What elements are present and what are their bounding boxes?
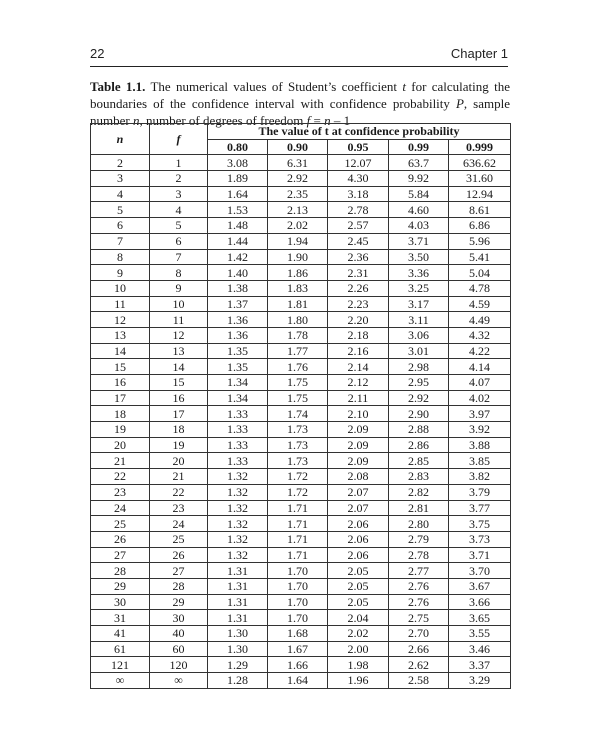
table-cell: 9.92: [389, 171, 449, 187]
table-cell: 30: [91, 594, 150, 610]
table-cell: 10: [150, 296, 208, 312]
table-cell: 4.02: [449, 390, 511, 406]
table-cell: 2.78: [389, 547, 449, 563]
caption-text: The numerical values of Student’s coefficient: [145, 79, 403, 94]
table-row: [91, 531, 511, 547]
table-cell: 1.70: [268, 610, 328, 626]
table-row: [91, 249, 511, 265]
table-cell: 121: [91, 657, 150, 673]
table-row: [91, 186, 511, 202]
table-cell: 2.00: [328, 641, 389, 657]
table-cell: 2.11: [328, 390, 389, 406]
table-cell: 1.76: [268, 359, 328, 375]
table-cell: 9: [91, 265, 150, 281]
table-cell: 28: [91, 563, 150, 579]
table-cell: 3.92: [449, 422, 511, 438]
table-row: [91, 327, 511, 343]
table-row: [91, 280, 511, 296]
table-cell: 2.92: [268, 171, 328, 187]
table-cell: 9: [150, 280, 208, 296]
table-cell: 63.7: [389, 155, 449, 171]
table-cell: 29: [91, 578, 150, 594]
table-cell: 636.62: [449, 155, 511, 171]
table-cell: 21: [150, 469, 208, 485]
table-cell: 3.08: [208, 155, 268, 171]
table-cell: 1.48: [208, 218, 268, 234]
table-cell: 3.29: [449, 673, 511, 689]
table-cell: 1.77: [268, 343, 328, 359]
table-row: [91, 375, 511, 391]
table-cell: 22: [150, 484, 208, 500]
table-cell: 1.96: [328, 673, 389, 689]
table-cell: 2.07: [328, 484, 389, 500]
table-cell: 3.71: [449, 547, 511, 563]
table-cell: 61: [91, 641, 150, 657]
table-cell: 1.64: [208, 186, 268, 202]
table-cell: 1.98: [328, 657, 389, 673]
table-cell: 12: [91, 312, 150, 328]
table-cell: 4.30: [328, 171, 389, 187]
table-cell: 2.09: [328, 453, 389, 469]
table-cell: ∞: [150, 673, 208, 689]
table-cell: 4.14: [449, 359, 511, 375]
table-cell: 1.38: [208, 280, 268, 296]
table-cell: 5.04: [449, 265, 511, 281]
table-cell: 5: [91, 202, 150, 218]
table-cell: 27: [150, 563, 208, 579]
table-cell: 2.45: [328, 233, 389, 249]
table-cell: 1.33: [208, 453, 268, 469]
table-cell: 1.75: [268, 375, 328, 391]
table-cell: 6: [150, 233, 208, 249]
table-cell: 5.96: [449, 233, 511, 249]
table-cell: 3.18: [328, 186, 389, 202]
table-cell: 2.18: [328, 327, 389, 343]
table-cell: 2.76: [389, 594, 449, 610]
table-cell: 3: [150, 186, 208, 202]
table-cell: 2.13: [268, 202, 328, 218]
table-cell: 1.31: [208, 594, 268, 610]
table-row: [91, 437, 511, 453]
table-cell: 3.75: [449, 516, 511, 532]
table-cell: 1.32: [208, 484, 268, 500]
table-row: [91, 516, 511, 532]
table-cell: 2.86: [389, 437, 449, 453]
table-cell: 2.16: [328, 343, 389, 359]
table-cell: 1.53: [208, 202, 268, 218]
table-cell: 1.28: [208, 673, 268, 689]
table-cell: 3.85: [449, 453, 511, 469]
table-cell: 3.97: [449, 406, 511, 422]
table-row: [91, 673, 511, 689]
table-cell: 1.72: [268, 484, 328, 500]
table-cell: 2: [150, 171, 208, 187]
table-row: [91, 469, 511, 485]
prob-header: 0.95: [328, 139, 389, 155]
table-cell: 24: [150, 516, 208, 532]
table-cell: 3.88: [449, 437, 511, 453]
table-cell: 2.79: [389, 531, 449, 547]
table-cell: 3.79: [449, 484, 511, 500]
table-cell: 2.62: [389, 657, 449, 673]
table-cell: 2.02: [268, 218, 328, 234]
table-cell: 2.88: [389, 422, 449, 438]
table-cell: 3.37: [449, 657, 511, 673]
table-cell: 2.23: [328, 296, 389, 312]
table-cell: 1.78: [268, 327, 328, 343]
table-cell: 4.49: [449, 312, 511, 328]
table-row: [91, 610, 511, 626]
table-cell: 4: [150, 202, 208, 218]
table-cell: 1.68: [268, 626, 328, 642]
table-cell: 1.33: [208, 406, 268, 422]
table-cell: 1.71: [268, 531, 328, 547]
caption-var: n: [324, 113, 331, 128]
table-cell: 4: [91, 186, 150, 202]
caption-text: for calculating the boundaries of the confidence interval with confidence probability: [90, 79, 510, 111]
table-cell: 1.32: [208, 547, 268, 563]
table-cell: 13: [91, 327, 150, 343]
table-cell: 1.73: [268, 422, 328, 438]
table-cell: 2.82: [389, 484, 449, 500]
table-cell: 1.70: [268, 578, 328, 594]
table-cell: 26: [150, 547, 208, 563]
table-cell: 2.07: [328, 500, 389, 516]
table-cell: 1.71: [268, 516, 328, 532]
table-cell: 2.09: [328, 422, 389, 438]
table-cell: 1.31: [208, 610, 268, 626]
table-cell: 6.31: [268, 155, 328, 171]
table-cell: 8: [150, 265, 208, 281]
table-cell: 15: [150, 375, 208, 391]
table-cell: 2.26: [328, 280, 389, 296]
table-cell: 1.34: [208, 390, 268, 406]
table-cell: 1.74: [268, 406, 328, 422]
table-cell: 2.70: [389, 626, 449, 642]
table-cell: 2.85: [389, 453, 449, 469]
table-cell: 1.40: [208, 265, 268, 281]
table-cell: 1.32: [208, 500, 268, 516]
table-cell: 1.90: [268, 249, 328, 265]
table-cell: 4.07: [449, 375, 511, 391]
table-cell: 2.05: [328, 563, 389, 579]
table-cell: 1.64: [268, 673, 328, 689]
table-cell: 2.09: [328, 437, 389, 453]
table-cell: 5: [150, 218, 208, 234]
table-row: [91, 626, 511, 642]
prob-header: 0.999: [449, 139, 511, 155]
table-cell: 60: [150, 641, 208, 657]
table-cell: 4.78: [449, 280, 511, 296]
table-cell: 2.76: [389, 578, 449, 594]
table-cell: 2.14: [328, 359, 389, 375]
table-cell: 6.86: [449, 218, 511, 234]
table-row: [91, 594, 511, 610]
table-cell: 2.58: [389, 673, 449, 689]
table-cell: 22: [91, 469, 150, 485]
table-cell: 2.36: [328, 249, 389, 265]
table-cell: 41: [91, 626, 150, 642]
caption-var: P: [455, 96, 464, 111]
table-cell: 3.11: [389, 312, 449, 328]
table-cell: 1.35: [208, 359, 268, 375]
table-cell: 27: [91, 547, 150, 563]
table-cell: 6: [91, 218, 150, 234]
table-cell: 3.55: [449, 626, 511, 642]
table-cell: 1.70: [268, 594, 328, 610]
table-cell: 19: [91, 422, 150, 438]
table-cell: 5.84: [389, 186, 449, 202]
table-cell: 1.31: [208, 578, 268, 594]
table-cell: 2.10: [328, 406, 389, 422]
table-cell: 2.98: [389, 359, 449, 375]
table-cell: 1.36: [208, 327, 268, 343]
table-row: [91, 390, 511, 406]
table-cell: 1.33: [208, 422, 268, 438]
table-cell: 4.32: [449, 327, 511, 343]
table-cell: 1.42: [208, 249, 268, 265]
table-row: [91, 171, 511, 187]
table-cell: 20: [150, 453, 208, 469]
table-cell: 11: [91, 296, 150, 312]
table-cell: 12.94: [449, 186, 511, 202]
table-cell: 1.66: [268, 657, 328, 673]
table-cell: 2.35: [268, 186, 328, 202]
caption-text: , sample number: [90, 96, 510, 128]
table-cell: 1.30: [208, 641, 268, 657]
table-cell: 2.57: [328, 218, 389, 234]
table-cell: 3.67: [449, 578, 511, 594]
table-cell: 23: [91, 484, 150, 500]
table-cell: 23: [150, 500, 208, 516]
table-cell: 2.77: [389, 563, 449, 579]
table-cell: 1.29: [208, 657, 268, 673]
table-cell: 1.73: [268, 437, 328, 453]
table-cell: 15: [91, 359, 150, 375]
table-cell: 12: [150, 327, 208, 343]
table-row: [91, 578, 511, 594]
caption-text: =: [310, 113, 325, 128]
caption-var: f: [306, 113, 311, 128]
table-cell: 1.30: [208, 626, 268, 642]
table-cell: 29: [150, 594, 208, 610]
table-cell: 3.73: [449, 531, 511, 547]
table-cell: 5.41: [449, 249, 511, 265]
table-cell: 3.71: [389, 233, 449, 249]
table-row: [91, 218, 511, 234]
table-cell: 25: [91, 516, 150, 532]
table-cell: 4.03: [389, 218, 449, 234]
table-cell: 3.70: [449, 563, 511, 579]
table-cell: 2: [91, 155, 150, 171]
table-cell: 11: [150, 312, 208, 328]
table-cell: 13: [150, 343, 208, 359]
table-cell: 14: [91, 343, 150, 359]
table-cell: 16: [91, 375, 150, 391]
table-cell: 3.46: [449, 641, 511, 657]
table-row: [91, 563, 511, 579]
table-cell: 2.81: [389, 500, 449, 516]
group-header: The value of t at confidence probability: [208, 124, 511, 140]
table-cell: 1.32: [208, 469, 268, 485]
table-cell: 1.70: [268, 563, 328, 579]
table-row: [91, 296, 511, 312]
prob-header: 0.99: [389, 139, 449, 155]
table-cell: 1.37: [208, 296, 268, 312]
table-row: [91, 265, 511, 281]
table-cell: 3.66: [449, 594, 511, 610]
table-row: [91, 547, 511, 563]
table-cell: 2.20: [328, 312, 389, 328]
page-number: 22: [90, 46, 105, 61]
table-cell: 1.94: [268, 233, 328, 249]
table-row: [91, 422, 511, 438]
table-body: [91, 155, 511, 688]
table-cell: 2.08: [328, 469, 389, 485]
table-cell: 19: [150, 437, 208, 453]
table-cell: 21: [91, 453, 150, 469]
caption-var: n: [132, 113, 140, 128]
table-cell: 1.31: [208, 563, 268, 579]
table-cell: 3.36: [389, 265, 449, 281]
table-cell: 2.90: [389, 406, 449, 422]
table-cell: 14: [150, 359, 208, 375]
table-cell: 1.83: [268, 280, 328, 296]
table-cell: 1.71: [268, 547, 328, 563]
table-cell: 2.78: [328, 202, 389, 218]
table-cell: 2.06: [328, 516, 389, 532]
table-cell: 1.75: [268, 390, 328, 406]
table-cell: 2.06: [328, 547, 389, 563]
caption-label: Table 1.1.: [90, 79, 146, 94]
table-row: [91, 406, 511, 422]
table-cell: 1.32: [208, 531, 268, 547]
table-cell: 1.81: [268, 296, 328, 312]
table-cell: 4.22: [449, 343, 511, 359]
table-cell: 2.95: [389, 375, 449, 391]
table-cell: 2.75: [389, 610, 449, 626]
student-t-table: [90, 123, 511, 689]
table-row: [91, 453, 511, 469]
table-cell: 1.86: [268, 265, 328, 281]
table-cell: 16: [150, 390, 208, 406]
table-row: [91, 500, 511, 516]
table-cell: 3.77: [449, 500, 511, 516]
table-cell: 1.44: [208, 233, 268, 249]
table-cell: 2.05: [328, 578, 389, 594]
table-cell: 1.72: [268, 469, 328, 485]
table-cell: 2.92: [389, 390, 449, 406]
table-cell: 3.25: [389, 280, 449, 296]
table-cell: 1.80: [268, 312, 328, 328]
table-cell: 1.89: [208, 171, 268, 187]
table-cell: 3.17: [389, 296, 449, 312]
table-cell: 12.07: [328, 155, 389, 171]
prob-header: 0.80: [208, 139, 268, 155]
table-cell: 2.04: [328, 610, 389, 626]
table-cell: 2.66: [389, 641, 449, 657]
table-cell: 3.06: [389, 327, 449, 343]
table-cell: 1.71: [268, 500, 328, 516]
caption-var: t: [402, 79, 406, 94]
table-cell: 1.32: [208, 516, 268, 532]
table-cell: 2.80: [389, 516, 449, 532]
table-cell: 1.34: [208, 375, 268, 391]
table-row: [91, 233, 511, 249]
table-cell: 7: [150, 249, 208, 265]
table-cell: 3: [91, 171, 150, 187]
table-cell: 24: [91, 500, 150, 516]
table-cell: 120: [150, 657, 208, 673]
table-row: [91, 641, 511, 657]
table-caption: [90, 78, 510, 129]
table-cell: 28: [150, 578, 208, 594]
table-cell: 1.33: [208, 437, 268, 453]
table-row: [91, 657, 511, 673]
table-cell: 3.50: [389, 249, 449, 265]
table-cell: 7: [91, 233, 150, 249]
table-cell: 1: [150, 155, 208, 171]
table-cell: 2.31: [328, 265, 389, 281]
table-cell: 20: [91, 437, 150, 453]
col-header-n: n: [91, 124, 150, 155]
table-row: [91, 343, 511, 359]
table-cell: 2.12: [328, 375, 389, 391]
table-cell: 2.83: [389, 469, 449, 485]
table-cell: 26: [91, 531, 150, 547]
table-cell: 2.06: [328, 531, 389, 547]
table-cell: 1.35: [208, 343, 268, 359]
table-row: [91, 359, 511, 375]
caption-text: – 1: [330, 113, 351, 128]
table-cell: 18: [150, 422, 208, 438]
table-cell: 1.67: [268, 641, 328, 657]
table-cell: 30: [150, 610, 208, 626]
table-cell: 1.36: [208, 312, 268, 328]
table-cell: 3.82: [449, 469, 511, 485]
table-cell: 8.61: [449, 202, 511, 218]
caption-text: , number of degrees of freedom: [139, 113, 307, 128]
table-cell: 25: [150, 531, 208, 547]
table-cell: 10: [91, 280, 150, 296]
table-row: [91, 484, 511, 500]
table-cell: 4.59: [449, 296, 511, 312]
table-cell: 40: [150, 626, 208, 642]
table-cell: ∞: [91, 673, 150, 689]
table-cell: 17: [150, 406, 208, 422]
table-cell: 3.65: [449, 610, 511, 626]
table-row: [91, 155, 511, 171]
table-cell: 1.73: [268, 453, 328, 469]
prob-header: 0.90: [268, 139, 328, 155]
table-cell: 2.05: [328, 594, 389, 610]
col-header-f: f: [150, 124, 208, 155]
table-cell: 17: [91, 390, 150, 406]
table-cell: 2.02: [328, 626, 389, 642]
table-cell: 8: [91, 249, 150, 265]
table-cell: 31.60: [449, 171, 511, 187]
page-header: [90, 46, 508, 67]
table-cell: 4.60: [389, 202, 449, 218]
table-cell: 31: [91, 610, 150, 626]
table-row: [91, 202, 511, 218]
table-row: [91, 312, 511, 328]
table-cell: 3.01: [389, 343, 449, 359]
table-cell: 18: [91, 406, 150, 422]
chapter-label: Chapter 1: [450, 46, 508, 61]
